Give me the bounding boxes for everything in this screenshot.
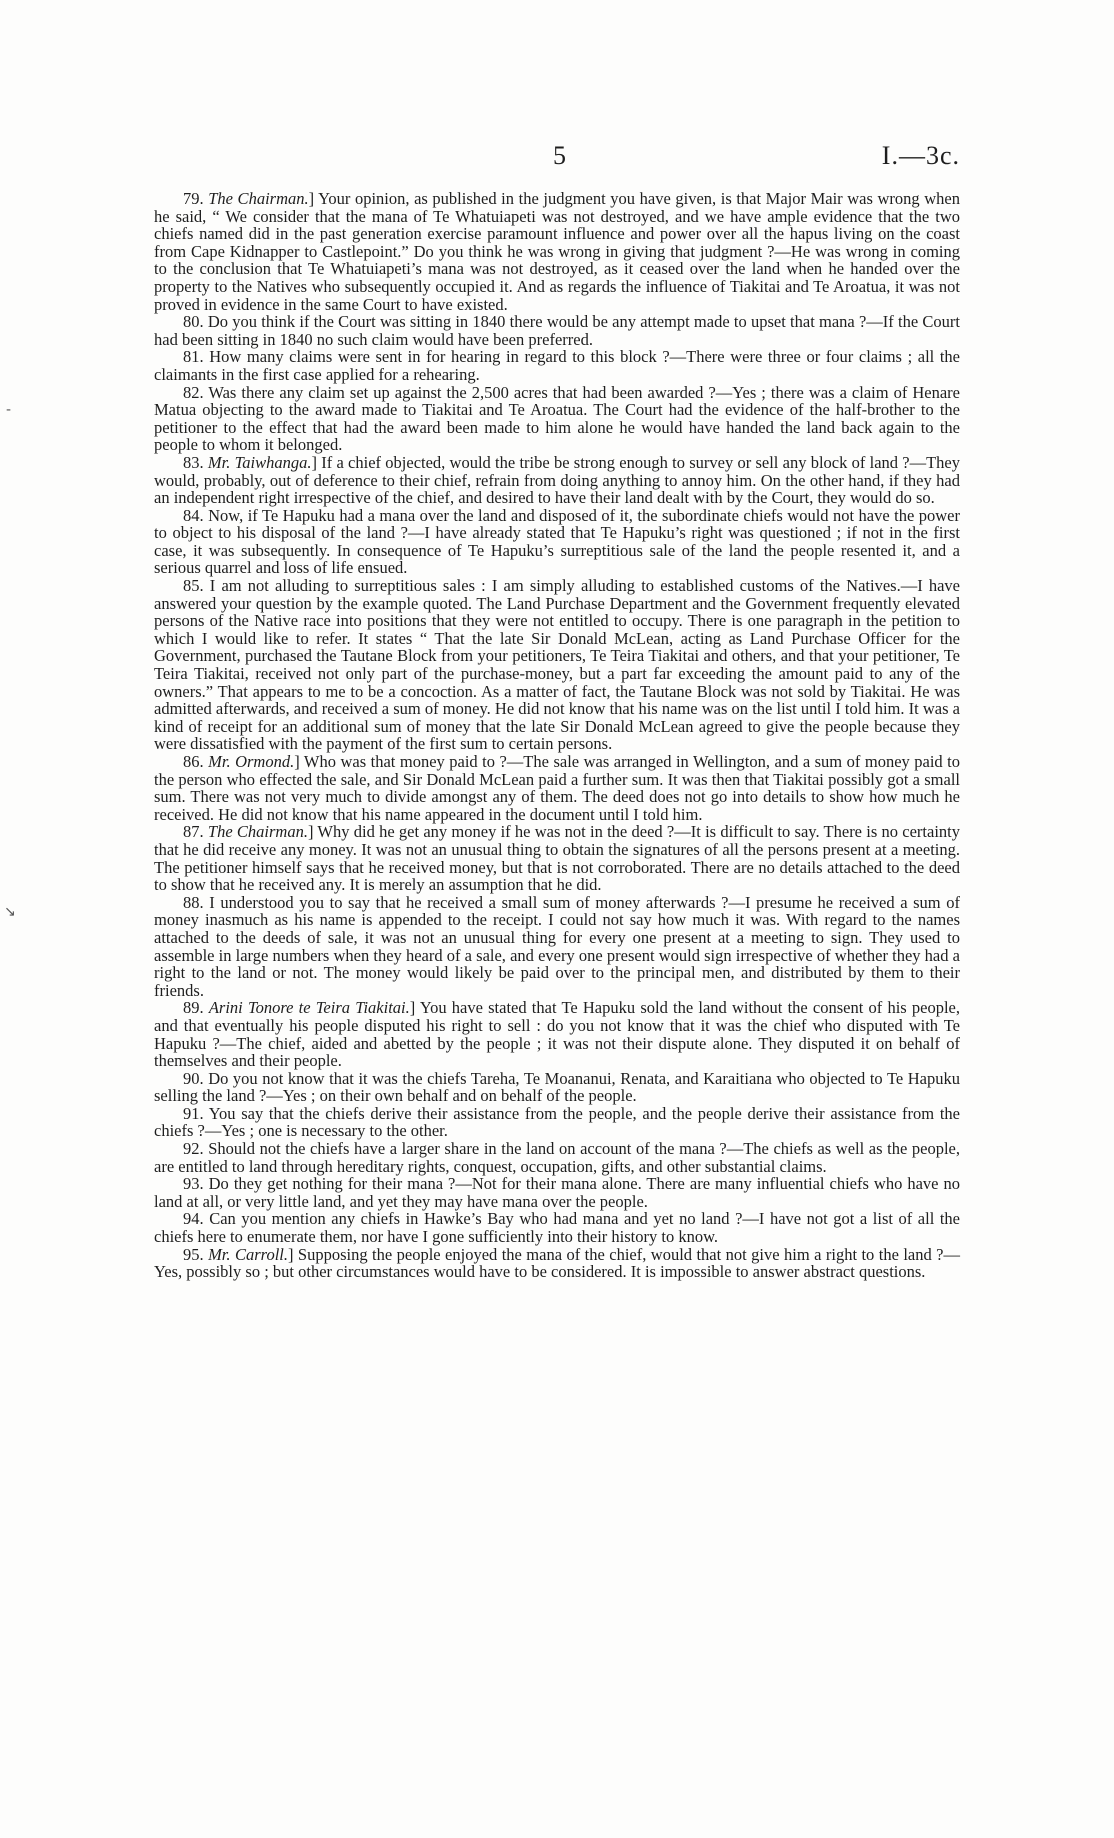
- paragraph-79: [154, 190, 960, 313]
- body-text: [154, 190, 960, 1281]
- question-number: 82.: [183, 382, 209, 402]
- question-number: 84.: [183, 505, 209, 525]
- paragraph-text: You say that the chiefs derive their assistance from the people, and the people derive their assistance from the chiefs ?—Yes ; one is necessary to the other.: [154, 1103, 961, 1141]
- question-number: 95.: [183, 1244, 209, 1264]
- paragraph-88: [154, 894, 960, 1000]
- question-number: 81.: [183, 347, 210, 367]
- paragraph-86: [154, 753, 960, 823]
- paragraph-text: ] You have stated that Te Hapuku sold the land without the consent of his people, and that eventually his people disputed his right to sell : do you not know that it was the chief who disputed with Te Hapuku ?—The chief, aided and abetted by the people ; it was not their dispute alone. They disputed it on behalf of themselves and their people.: [154, 998, 961, 1071]
- paragraph-text: I understood you to say that he received a small sum of money afterwards ?—I presume he received a sum of money inasmuch as his name is appended to the receipt. I could not say how much it was. With regard to the names attached to the deeds of sale, it was not an unusual thing for every one present at a meeting to sign. They used to assemble in large numbers when they heard of a sale, and every one present would sign irrespective of whether they had a right to the land or not. The money would likely be paid over to the principal men, and distributed by them to their friends.: [154, 892, 960, 1000]
- paragraph-text: ] If a chief objected, would the tribe be strong enough to survey or sell any block of land ?—They would, probably, out of deference to their chief, refrain from doing anything to annoy him. On the other hand, if they had an independent right irrespective of the chief, and desired to have their land dealt with by the Court, they would do so.: [154, 452, 960, 508]
- speaker-name: The Chairman.: [207, 822, 308, 842]
- paragraph-89: [154, 999, 960, 1069]
- paragraph-text: ] Your opinion, as published in the judgment you have given, is that Major Mair was wrong when he said, “ We consider that the mana of Te Whatuiapeti was not destroyed, and we have ample evidence that the two chiefs named did in the past generation exercise paramount influence and power over all the hapus living on the coast from Cape Kidnapper to Castlepoint.” Do you think he was wrong in giving that judgment ?—He was wrong in coming to the conclusion that Te Whatuiapeti’s mana was not destroyed, as it ceased over the land when he handed over the property to the Natives who subsequently occupied it. And as regards the influence of Tiakitai and Te Aroatua, it was not proved in evidence in the same Court to have existed.: [154, 189, 960, 314]
- paragraph-91: [154, 1105, 960, 1140]
- question-number: 79.: [183, 189, 209, 208]
- paragraph-84: [154, 507, 960, 577]
- paragraph-83: [154, 454, 960, 507]
- paragraph-text: Do they get nothing for their mana ?—Not for their mana alone. There are many influential chiefs who have no land at all, or very little land, and yet they may have mana over the people.: [154, 1174, 960, 1211]
- speaker-name: Arini Tonore te Teira Tiakitai.: [208, 998, 410, 1018]
- speaker-name: Mr. Ormond.: [208, 752, 295, 771]
- question-number: 83.: [183, 452, 208, 472]
- speaker-name: Mr. Carroll.: [208, 1244, 288, 1264]
- question-number: 94.: [183, 1209, 210, 1229]
- paragraph-text: ] Why did he get any money if he was not in the deed ?—It is difficult to say. There is no certainty that he did receive any money. It was not an unusual thing to obtain the signatures of all the persons present at a meeting. The petitioner himself says that he received money, but that is not corroborated. There are no details attached to the deed to show that he received any. It is merely an assumption that he did.: [154, 822, 961, 895]
- paragraph-92: [154, 1140, 960, 1175]
- paragraph-text: How many claims were sent in for hearing in regard to this block ?—There were three or four claims ; all the claimants in the first case applied for a rehearing.: [154, 347, 961, 384]
- question-number: 87.: [183, 822, 208, 842]
- question-number: 86.: [183, 752, 209, 771]
- paragraph-text: ] Who was that money paid to ?—The sale was arranged in Wellington, and a sum of money paid to the person who effected the sale, and Sir Donald McLean paid a further sum. It was then that Tiakitai possibly got a small sum. There was not very much to divide amongst any of them. The deed does not go into details to show how much he received. He did not know that his name appeared in the document until I told him.: [154, 752, 961, 824]
- paragraph-text: Should not the chiefs have a larger share in the land on account of the mana ?—The chiefs as well as the people, are entitled to land through hereditary rights, conquest, occupation, gifts, and other substantial claims.: [154, 1139, 960, 1176]
- paragraph-text: Do you think if the Court was sitting in 1840 there would be any attempt made to upset that mana ?—If the Court had been sitting in 1840 no such claim would have been preferred.: [154, 312, 961, 349]
- margin-mark-arrow: ↘: [4, 904, 16, 920]
- paragraph-text: Now, if Te Hapuku had a mana over the land and disposed of it, the subordinate chiefs would not have the power to object to his disposal of the land ?—I have already stated that Te Hapuku’s right was questioned ; if not in the first case, it was subsequently. In consequence of Te Hapuku’s surreptitious sale of the land the people resented it, and a serious quarrel and loss of life ensued.: [154, 505, 961, 578]
- question-number: 89.: [183, 998, 209, 1018]
- paragraph-text: I am not alluding to surreptitious sales : I am simply alluding to established customs of the Natives.—I have answered your question by the example quoted. The Land Purchase Department and the Government frequently elevated persons of the Native race into positions that they were not entitled to occupy. There is one paragraph in the petition to which I would like to refer. It states “ That the late Sir Donald McLean, acting as Land Purchase Officer for the Government, purchased the Tautane Block from your petitioners, Te Teira Tiakitai and others, and that your petitioner, Te Teira Tiakitai, received not only part of the purchase-money, but a part far exceeding the amount paid to any of the owners.” That appears to me to be a concoction. As a matter of fact, the Tautane Block was not sold by Tiakitai. He was admitted afterwards, and received a sum of money. He did not know that his name was on the list until I told him. It was a kind of receipt for an additional sum of money that the late Sir Donald McLean agreed to give the people because they were dissatisfied with the payment of the first sum to certain persons.: [154, 576, 960, 754]
- paragraph-text: Can you mention any chiefs in Hawke’s Bay who had mana and yet no land ?—I have not got a list of all the chiefs here to enumerate them, nor have I gone sufficiently into their history to know.: [154, 1209, 960, 1247]
- margin-mark-dash: -: [6, 402, 12, 418]
- paragraph-80: [154, 313, 960, 348]
- paragraph-text: Was there any claim set up against the 2,500 acres that had been awarded ?—Yes ; there was a claim of Henare Matua objecting to the award made to Tiakitai and Te Aroatua. The Court had the evidence of the half-brother to the petitioner to the effect that had the award been made to him alone he would have handed the land back again to the people to whom it belonged.: [154, 382, 960, 455]
- paragraph-82: [154, 384, 960, 454]
- paragraph-93: [154, 1175, 960, 1210]
- document-reference: I.—3c.: [881, 141, 960, 170]
- speaker-name: Mr. Taiwhanga.: [207, 452, 312, 472]
- question-number: 88.: [183, 892, 210, 912]
- paragraph-90: [154, 1070, 960, 1105]
- paragraph-85: [154, 577, 960, 753]
- paragraph-text: Do you not know that it was the chiefs Tareha, Te Moananui, Renata, and Karaitiana who objected to Te Hapuku selling the land ?—Yes ; on their own behalf and on behalf of the people.: [154, 1068, 961, 1106]
- paragraph-94: [154, 1210, 960, 1245]
- question-number: 91.: [183, 1103, 209, 1123]
- paragraph-81: [154, 348, 960, 383]
- question-number: 93.: [183, 1174, 209, 1194]
- paragraph-95: [154, 1246, 960, 1281]
- question-number: 85.: [183, 576, 210, 596]
- question-number: 90.: [183, 1068, 209, 1088]
- question-number: 92.: [183, 1139, 209, 1159]
- question-number: 80.: [183, 312, 208, 332]
- paragraph-text: ] Supposing the people enjoyed the mana of the chief, would that not give him a right to the land ?—Yes, possibly so ; but other circumstances would have to be considered. It is impossible to answer abstract questions.: [154, 1244, 960, 1282]
- paragraph-87: [154, 823, 960, 893]
- page-number: 5: [553, 141, 567, 170]
- speaker-name: The Chairman.: [208, 189, 309, 208]
